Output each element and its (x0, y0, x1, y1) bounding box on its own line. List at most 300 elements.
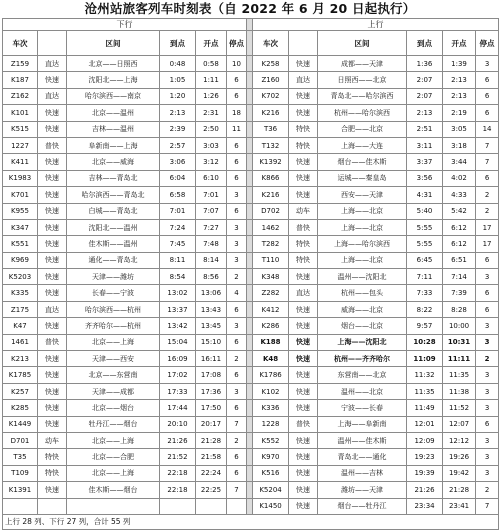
down-arrive-time: 8:54 (160, 269, 196, 285)
up-train-type: 特快 (289, 252, 318, 268)
down-stop-minutes: 6 (227, 465, 247, 481)
down-train-type: 快速 (38, 170, 67, 186)
up-train-type: 快速 (289, 383, 318, 399)
down-train-number: K551 (3, 236, 38, 252)
table-row (3, 449, 499, 465)
up-stop-minutes: 3 (476, 318, 499, 334)
up-stop-minutes: 6 (476, 252, 499, 268)
up-stop-minutes: 3 (476, 400, 499, 416)
up-stop-minutes: 7 (476, 154, 499, 170)
down-train-type: 普快 (38, 137, 67, 153)
section-header-row (3, 19, 499, 31)
up-train-type: 快速 (289, 465, 318, 481)
up-route: 温州——北京 (318, 383, 407, 399)
up-arrive-time: 5:40 (407, 203, 443, 219)
down-stop-minutes: 4 (227, 285, 247, 301)
down-train-number: K515 (3, 121, 38, 137)
table-row (3, 187, 499, 203)
up-train-number: K1786 (253, 367, 289, 383)
up-train-number: 1228 (253, 416, 289, 432)
table-row (3, 334, 499, 350)
down-route: 北京——日照西 (67, 56, 160, 72)
up-train-type: 快速 (289, 187, 318, 203)
up-route: 烟台——北京 (318, 318, 407, 334)
down-arrive-time: 17:02 (160, 367, 196, 383)
down-train-type: 快速 (38, 219, 67, 235)
down-arrive-time: 13:37 (160, 301, 196, 317)
up-depart-time: 19:42 (443, 465, 476, 481)
up-arrive-time: 11:35 (407, 383, 443, 399)
down-depart-time: 7:27 (196, 219, 227, 235)
up-route: 青岛北——通化 (318, 449, 407, 465)
down-arrive-time: 13:42 (160, 318, 196, 334)
up-train-type: 快速 (289, 498, 318, 514)
table-row (3, 498, 499, 514)
up-arrive-time: 9:57 (407, 318, 443, 334)
down-train-type: 直达 (38, 56, 67, 72)
up-train-number: K5204 (253, 482, 289, 498)
down-depart-time: 3:12 (196, 154, 227, 170)
down-route: 哈尔滨西——青岛北 (67, 187, 160, 203)
down-route: 哈尔滨西——南京 (67, 88, 160, 104)
down-depart-time: 7:07 (196, 203, 227, 219)
up-depart-time: 4:33 (443, 187, 476, 203)
table-row (3, 285, 499, 301)
up-stop-minutes: 2 (476, 203, 499, 219)
up-depart-time: 11:52 (443, 400, 476, 416)
up-train-number: K552 (253, 432, 289, 448)
down-stop-minutes: 6 (227, 367, 247, 383)
up-route: 温州——佳木斯 (318, 432, 407, 448)
down-depart-time: 2:50 (196, 121, 227, 137)
down-stop-minutes: 6 (227, 203, 247, 219)
up-train-number: Z160 (253, 72, 289, 88)
table-row (3, 269, 499, 285)
down-stop-minutes: 6 (227, 88, 247, 104)
up-train-number: D702 (253, 203, 289, 219)
down-stop-minutes: 7 (227, 416, 247, 432)
down-route: 长春——宁波 (67, 285, 160, 301)
up-route: 上海——北京 (318, 219, 407, 235)
up-route: 青岛北——哈尔滨西 (318, 88, 407, 104)
table-row (3, 252, 499, 268)
up-train-number: K216 (253, 105, 289, 121)
down-stop-minutes: 6 (227, 400, 247, 416)
down-route: 吉林——温州 (67, 121, 160, 137)
down-stop-minutes: 6 (227, 449, 247, 465)
down-train-type: 快速 (38, 351, 67, 367)
up-train-number: K1392 (253, 154, 289, 170)
up-arrive-time: 2:07 (407, 72, 443, 88)
down-route: 北京——温州 (67, 105, 160, 121)
up-stop-minutes: 3 (476, 432, 499, 448)
up-stop-minutes: 6 (476, 301, 499, 317)
up-arrive-time: 10:28 (407, 334, 443, 350)
up-route: 上海——哈尔滨西 (318, 236, 407, 252)
down-depart-time: 3:03 (196, 137, 227, 153)
up-stop-minutes: 6 (476, 416, 499, 432)
table-row (3, 203, 499, 219)
up-arrive-time: 23:34 (407, 498, 443, 514)
up-depart-time: 6:51 (443, 252, 476, 268)
down-depart-time: 1:11 (196, 72, 227, 88)
up-train-type: 普快 (289, 219, 318, 235)
up-route: 杭州——包头 (318, 285, 407, 301)
up-depart-time: 3:05 (443, 121, 476, 137)
down-train-number: D701 (3, 432, 38, 448)
down-stop-minutes: 3 (227, 219, 247, 235)
footer-summary: 上行 28 列、下行 27 列，合计 55 列 (3, 514, 499, 529)
up-train-type: 快速 (289, 367, 318, 383)
up-route: 杭州——齐齐哈尔 (318, 351, 407, 367)
down-route: 北京——上海 (67, 465, 160, 481)
down-train-number: Z159 (3, 56, 38, 72)
table-row (3, 154, 499, 170)
up-depart-time: 7:39 (443, 285, 476, 301)
down-train-number: K257 (3, 383, 38, 399)
down-train-type: 特快 (38, 449, 67, 465)
up-depart-time: 10:31 (443, 334, 476, 350)
header-depart: 开点 (196, 31, 227, 56)
down-train-number: 1461 (3, 334, 38, 350)
up-train-number: K258 (253, 56, 289, 72)
up-depart-time: 6:12 (443, 236, 476, 252)
down-depart-time: 0:58 (196, 56, 227, 72)
header-train: 车次 (3, 31, 38, 56)
down-depart-time: 16:11 (196, 351, 227, 367)
down-arrive-time: 13:02 (160, 285, 196, 301)
up-route: 潍坊——天津 (318, 482, 407, 498)
up-route: 上海——北京 (318, 252, 407, 268)
down-arrive-time: 22:18 (160, 465, 196, 481)
down-stop-minutes: 3 (227, 318, 247, 334)
down-arrive-time: 20:10 (160, 416, 196, 432)
down-arrive-time: 2:39 (160, 121, 196, 137)
table-row (3, 236, 499, 252)
up-stop-minutes: 3 (476, 334, 499, 350)
up-depart-time: 6:12 (443, 219, 476, 235)
down-depart-time: 20:17 (196, 416, 227, 432)
down-train-type: 快速 (38, 285, 67, 301)
down-stop-minutes: 3 (227, 236, 247, 252)
down-depart-time: 17:08 (196, 367, 227, 383)
up-arrive-time: 7:33 (407, 285, 443, 301)
up-stop-minutes: 6 (476, 170, 499, 186)
table-row (3, 72, 499, 88)
up-arrive-time: 12:01 (407, 416, 443, 432)
down-stop-minutes (227, 498, 247, 514)
down-arrive-time: 22:18 (160, 482, 196, 498)
down-stop-minutes: 3 (227, 187, 247, 203)
up-depart-time: 12:12 (443, 432, 476, 448)
down-train-number: K955 (3, 203, 38, 219)
down-arrive-time: 8:11 (160, 252, 196, 268)
down-train-type: 快速 (38, 416, 67, 432)
down-train-number: K47 (3, 318, 38, 334)
up-arrive-time: 21:26 (407, 482, 443, 498)
up-arrive-time: 2:13 (407, 105, 443, 121)
down-stop-minutes: 6 (227, 154, 247, 170)
up-arrive-time: 2:51 (407, 121, 443, 137)
down-arrive-time: 6:04 (160, 170, 196, 186)
up-depart-time: 3:44 (443, 154, 476, 170)
up-arrive-time: 19:39 (407, 465, 443, 481)
down-depart-time: 22:24 (196, 465, 227, 481)
header-arrive: 到点 (160, 31, 196, 56)
down-depart-time: 6:10 (196, 170, 227, 186)
up-train-number: K1450 (253, 498, 289, 514)
up-route: 温州——沈阳北 (318, 269, 407, 285)
up-depart-time: 11:38 (443, 383, 476, 399)
down-stop-minutes: 6 (227, 301, 247, 317)
up-arrive-time: 3:56 (407, 170, 443, 186)
down-train-type: 快速 (38, 400, 67, 416)
header-route: 区间 (318, 31, 407, 56)
down-arrive-time: 17:33 (160, 383, 196, 399)
down-train-number: K1785 (3, 367, 38, 383)
up-depart-time: 2:13 (443, 72, 476, 88)
up-train-type: 快速 (289, 482, 318, 498)
up-stop-minutes: 2 (476, 351, 499, 367)
down-depart-time: 22:25 (196, 482, 227, 498)
table-row (3, 318, 499, 334)
up-arrive-time: 3:11 (407, 137, 443, 153)
up-train-type: 快速 (289, 301, 318, 317)
up-arrive-time: 12:09 (407, 432, 443, 448)
up-train-number: T110 (253, 252, 289, 268)
up-stop-minutes: 6 (476, 88, 499, 104)
down-arrive-time: 21:52 (160, 449, 196, 465)
up-stop-minutes: 3 (476, 449, 499, 465)
up-train-number: K188 (253, 334, 289, 350)
header-stop: 停点 (227, 31, 247, 56)
down-train-number: K101 (3, 105, 38, 121)
up-train-type: 快速 (289, 56, 318, 72)
up-route: 上海——阜新南 (318, 416, 407, 432)
down-arrive-time: 16:09 (160, 351, 196, 367)
up-arrive-time: 11:49 (407, 400, 443, 416)
down-train-number: K969 (3, 252, 38, 268)
header-type (289, 31, 318, 56)
up-stop-minutes: 7 (476, 498, 499, 514)
down-train-type (38, 498, 67, 514)
down-train-type: 快速 (38, 187, 67, 203)
down-route: 北京——烟台 (67, 400, 160, 416)
down-route: 沈阳北——温州 (67, 219, 160, 235)
table-row (3, 88, 499, 104)
down-route: 通化——青岛北 (67, 252, 160, 268)
table-row (3, 400, 499, 416)
down-route: 北京——上海 (67, 432, 160, 448)
up-arrive-time: 5:55 (407, 236, 443, 252)
table-row (3, 170, 499, 186)
up-stop-minutes: 6 (476, 72, 499, 88)
down-train-number: K5203 (3, 269, 38, 285)
table-row (3, 105, 499, 121)
up-train-number: K970 (253, 449, 289, 465)
down-route: 佳木斯——烟台 (67, 482, 160, 498)
down-depart-time: 13:45 (196, 318, 227, 334)
up-train-number: K348 (253, 269, 289, 285)
header-type (38, 31, 67, 56)
header-stop: 停点 (476, 31, 499, 56)
down-depart-time: 17:50 (196, 400, 227, 416)
table-row (3, 301, 499, 317)
down-depart-time: 13:43 (196, 301, 227, 317)
up-stop-minutes: 6 (476, 105, 499, 121)
section-down-label: 下行 (3, 19, 247, 31)
up-train-number: T132 (253, 137, 289, 153)
up-route: 成都——天津 (318, 56, 407, 72)
down-depart-time: 7:01 (196, 187, 227, 203)
up-train-number: K702 (253, 88, 289, 104)
up-stop-minutes: 3 (476, 367, 499, 383)
up-arrive-time: 2:07 (407, 88, 443, 104)
down-train-number: Z175 (3, 301, 38, 317)
down-route: 天津——成都 (67, 383, 160, 399)
down-train-number: K1391 (3, 482, 38, 498)
table-row (3, 367, 499, 383)
down-route: 佳木斯——温州 (67, 236, 160, 252)
down-route: 白城——青岛北 (67, 203, 160, 219)
up-train-type: 直达 (289, 285, 318, 301)
down-route: 北京——合肥 (67, 449, 160, 465)
up-train-number: T282 (253, 236, 289, 252)
up-depart-time: 12:07 (443, 416, 476, 432)
up-train-number: K516 (253, 465, 289, 481)
up-train-number: K336 (253, 400, 289, 416)
up-arrive-time: 3:37 (407, 154, 443, 170)
table-row (3, 121, 499, 137)
down-stop-minutes: 11 (227, 121, 247, 137)
down-train-type: 快速 (38, 121, 67, 137)
up-stop-minutes: 17 (476, 236, 499, 252)
down-route: 哈尔滨西——杭州 (67, 301, 160, 317)
down-train-number: K1449 (3, 416, 38, 432)
up-stop-minutes: 6 (476, 285, 499, 301)
down-train-type: 普快 (38, 334, 67, 350)
down-stop-minutes: 7 (227, 482, 247, 498)
up-depart-time: 11:11 (443, 351, 476, 367)
up-train-type: 快速 (289, 269, 318, 285)
up-arrive-time: 8:22 (407, 301, 443, 317)
down-arrive-time: 15:04 (160, 334, 196, 350)
up-train-number: Z282 (253, 285, 289, 301)
down-stop-minutes: 18 (227, 105, 247, 121)
down-stop-minutes: 3 (227, 383, 247, 399)
down-stop-minutes: 6 (227, 137, 247, 153)
down-arrive-time: 21:26 (160, 432, 196, 448)
table-row (3, 56, 499, 72)
down-arrive-time: 6:58 (160, 187, 196, 203)
up-depart-time: 2:13 (443, 88, 476, 104)
up-route: 上海——北京 (318, 203, 407, 219)
up-train-number: K48 (253, 351, 289, 367)
down-route: 北京——威海 (67, 154, 160, 170)
down-train-type: 快速 (38, 105, 67, 121)
up-train-type: 直达 (289, 72, 318, 88)
down-arrive-time: 1:20 (160, 88, 196, 104)
up-train-type: 快速 (289, 400, 318, 416)
up-train-number: K102 (253, 383, 289, 399)
up-route: 运城——秦皇岛 (318, 170, 407, 186)
up-stop-minutes: 3 (476, 269, 499, 285)
up-train-number: K216 (253, 187, 289, 203)
up-arrive-time: 6:45 (407, 252, 443, 268)
up-route: 西安——天津 (318, 187, 407, 203)
header-arrive: 到点 (407, 31, 443, 56)
table-row (3, 482, 499, 498)
up-train-type: 快速 (289, 154, 318, 170)
down-train-type: 快速 (38, 252, 67, 268)
down-route: 牡丹江——烟台 (67, 416, 160, 432)
down-arrive-time: 7:24 (160, 219, 196, 235)
up-train-type: 快速 (289, 88, 318, 104)
down-train-number (3, 498, 38, 514)
up-route: 烟台——牡丹江 (318, 498, 407, 514)
up-route: 烟台——佳木斯 (318, 154, 407, 170)
page-title: 沧州站旅客列车时刻表（自 2022 年 6 月 20 日起执行） (84, 1, 416, 16)
up-arrive-time: 11:09 (407, 351, 443, 367)
up-depart-time: 4:02 (443, 170, 476, 186)
down-depart-time: 15:10 (196, 334, 227, 350)
down-stop-minutes: 2 (227, 351, 247, 367)
up-stop-minutes: 7 (476, 137, 499, 153)
down-train-type: 快速 (38, 383, 67, 399)
up-depart-time: 23:41 (443, 498, 476, 514)
down-route: 沈阳北——上海 (67, 72, 160, 88)
up-train-type: 快速 (289, 318, 318, 334)
down-arrive-time: 7:45 (160, 236, 196, 252)
down-stop-minutes: 6 (227, 334, 247, 350)
up-depart-time: 7:14 (443, 269, 476, 285)
up-depart-time: 3:18 (443, 137, 476, 153)
down-depart-time: 7:48 (196, 236, 227, 252)
down-stop-minutes: 10 (227, 56, 247, 72)
down-route: 北京——上海 (67, 334, 160, 350)
down-train-type: 快速 (38, 367, 67, 383)
down-train-type: 直达 (38, 88, 67, 104)
up-depart-time: 1:39 (443, 56, 476, 72)
up-arrive-time: 11:32 (407, 367, 443, 383)
table-row (3, 351, 499, 367)
up-arrive-time: 1:36 (407, 56, 443, 72)
down-stop-minutes: 3 (227, 252, 247, 268)
down-stop-minutes: 6 (227, 170, 247, 186)
up-train-type: 特快 (289, 137, 318, 153)
up-train-type: 快速 (289, 334, 318, 350)
down-depart-time: 8:56 (196, 269, 227, 285)
table-row (3, 432, 499, 448)
up-arrive-time: 5:55 (407, 219, 443, 235)
down-arrive-time: 1:05 (160, 72, 196, 88)
header-route: 区间 (67, 31, 160, 56)
down-depart-time: 1:26 (196, 88, 227, 104)
down-train-type: 快速 (38, 203, 67, 219)
up-train-type: 快速 (289, 105, 318, 121)
down-train-type: 直达 (38, 301, 67, 317)
down-train-type: 特快 (38, 465, 67, 481)
up-depart-time: 5:42 (443, 203, 476, 219)
down-train-number: K1983 (3, 170, 38, 186)
up-train-type: 普快 (289, 416, 318, 432)
down-train-type: 快速 (38, 482, 67, 498)
header-train: 车次 (253, 31, 289, 56)
up-stop-minutes: 3 (476, 56, 499, 72)
down-arrive-time: 0:48 (160, 56, 196, 72)
up-stop-minutes: 17 (476, 219, 499, 235)
down-train-number: K347 (3, 219, 38, 235)
